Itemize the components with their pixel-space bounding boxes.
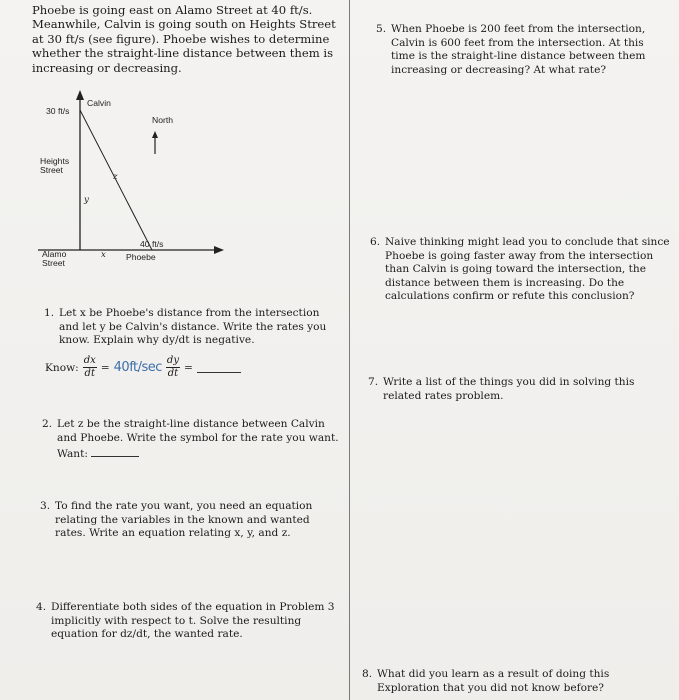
question-text: To find the rate you want, you need an equation relating the variables in the known and wanted rates. Write an equation relating x, y, and z. (55, 500, 313, 540)
dx-numerator: dx (83, 355, 96, 366)
question-number: 2. (42, 418, 53, 430)
x-label: x (101, 250, 106, 260)
question-text: Let x be Phoebe's distance from the intersection and let y be Calvin's distance. Write the rates you know. Explain why dy/dt is negative. (59, 307, 327, 347)
know-line: Know: $\frac{dx}{dt}$ = 40ft/sec $\frac{dy}{dt}$ = (45, 356, 241, 379)
calvin-label: Calvin (87, 98, 111, 108)
z-label: z (113, 172, 118, 182)
question-number: 5. (376, 23, 387, 35)
question-number: 3. (40, 500, 51, 512)
dy-dt-fraction (166, 356, 180, 379)
phoebe-arrow (214, 246, 224, 254)
calvin-speed-label: 30 ft/s (46, 106, 70, 116)
question-number: 6. (370, 236, 381, 248)
question-number: 7. (368, 376, 379, 388)
question-text: Write a list of the things you did in solving this related rates problem. (383, 376, 635, 402)
want-answer-blank[interactable] (91, 446, 139, 457)
question-3 (40, 500, 342, 541)
question-text: When Phoebe is 200 feet from the intersection, Calvin is 600 feet from the intersection. At this time is the straight-line distance between them increasing or decreasing? At what rate? (391, 23, 646, 76)
intro-paragraph: Phoebe is going east on Alamo Street at 40 ft/s. Meanwhile, Calvin is going south on Heights Street at 30 ft/s (see figure). Phoebe wishes to determine whether the straight-line distance between them is increasing or decreasing. (32, 3, 336, 75)
calvin-arrow (76, 90, 84, 100)
question-7 (368, 376, 658, 403)
dy-dt-answer-blank[interactable] (197, 362, 241, 373)
dx-dt-fraction (83, 356, 97, 379)
question-text: Let z be the straight-line distance between Calvin and Phoebe. Write the symbol for the rate you want. (57, 418, 339, 444)
phoebe-label: Phoebe (126, 252, 156, 262)
question-6 (370, 236, 672, 304)
question-number: 1. (44, 307, 55, 319)
dy-numerator: dy (166, 355, 179, 366)
handwritten-answer: 40ft/sec (113, 360, 162, 375)
north-label: North (152, 115, 174, 125)
know-label: Know: (45, 361, 79, 374)
want-label: Want: (57, 448, 88, 460)
phoebe-speed-label: 40 ft/s (140, 239, 164, 249)
question-number: 4. (36, 601, 47, 613)
column-divider (349, 0, 350, 700)
alamo-street-label-2: Street (42, 258, 65, 268)
question-4 (36, 601, 342, 642)
dx-denominator: dt (84, 368, 95, 379)
question-1 (44, 307, 342, 348)
question-8 (362, 668, 652, 695)
y-label: y (84, 195, 89, 205)
question-2 (42, 418, 342, 445)
question-text: Differentiate both sides of the equation in Problem 3 implicitly with respect to t. Solve the resulting equation for dz/dt, the wanted rate. (51, 601, 335, 641)
dy-denominator: dt (167, 368, 179, 379)
north-arrow-head (152, 131, 158, 138)
question-text: What did you learn as a result of doing this Exploration that you did not know before? (377, 668, 610, 694)
question-text: Naive thinking might lead you to conclude that since Phoebe is going faster away from the intersection than Calvin is going toward the intersection, the distance between them is increasing. Do the calculations confirm or refute this conclusion? (385, 236, 670, 303)
heights-street-label-2: Street (40, 165, 63, 175)
want-line (57, 446, 139, 462)
heights-street-label-1: Heights (40, 156, 70, 166)
question-5 (376, 23, 648, 77)
question-number: 8. (362, 668, 373, 680)
alamo-street-label-1: Alamo (42, 249, 67, 259)
